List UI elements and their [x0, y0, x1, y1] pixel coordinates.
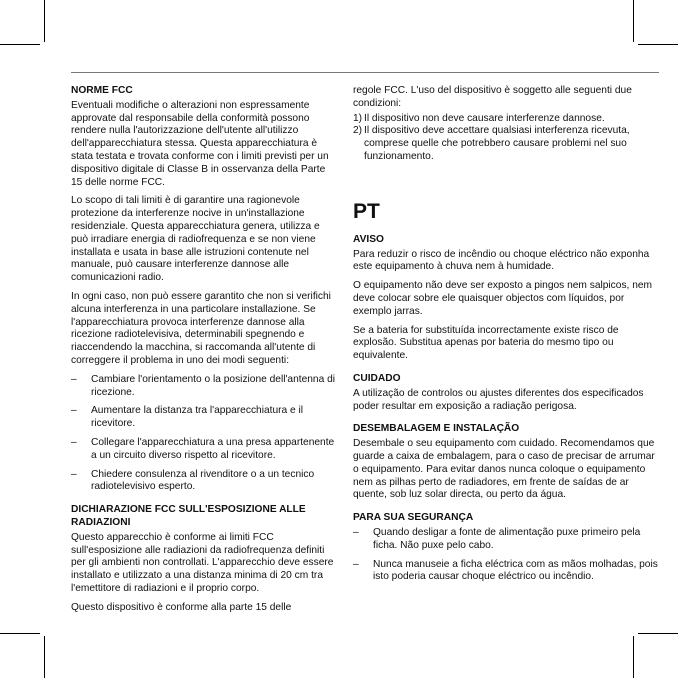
fcc-remedies-list [71, 374, 339, 494]
fcc-heading: NORME FCC [71, 85, 133, 96]
crop-mark [633, 636, 634, 678]
crop-mark [638, 44, 678, 45]
crop-mark [44, 636, 45, 678]
list-text: Il dispositivo non deve causare interferenze dannose. [364, 112, 605, 124]
desembalagem-paragraph: Desembale o seu equipamento com cuidado. Recomendamos que guarde a caixa de embalagem, para o caso de precisar de arrumar o equipamento. Para evitar danos nunca coloque o equipamento nem as pilhas perto de radiadores, em frente de saídas de ar quente, sob luz solar directa, ou perto da água. [353, 438, 655, 501]
cuidado-heading: CUIDADO [353, 372, 401, 384]
seguranca-list [353, 527, 660, 584]
crop-mark [0, 44, 40, 45]
crop-mark [633, 0, 634, 42]
desembalagem-heading: DESEMBALAGEM E INSTALAÇÃO [353, 423, 520, 435]
list-item: – Cambiare l'orientamento o la posizione dell'antenna di ricezione. [71, 374, 339, 400]
list-item [353, 113, 660, 126]
declaration-paragraph: Questo dispositivo è conforme alla parte 15 delle [71, 601, 292, 613]
seguranca-heading: PARA SUA SEGURANÇA [353, 512, 474, 524]
list-text: Il dispositivo deve accettare qualsiasi interferenza ricevuta, comprese quelle che potrebbero causare problemi nel suo funzionamento. [364, 125, 630, 162]
continued-paragraph: regole FCC. L'uso del dispositivo è soggetto alle seguenti due condizioni: [353, 85, 632, 109]
fcc-paragraph: Eventuali modifiche o alterazioni non espressamente approvate dal responsabile della conformità possono rendere nulla l'autorizzazione dell'utente all'utilizzo dell'apparecchiatura stessa. Questa apparecchiatura è stata testata e trovata conforme con i limiti previsti per un dispositivo digitale di Classe B in osservanza della Parte 15 delle norme FCC. [71, 99, 329, 188]
header-rule [71, 72, 659, 73]
right-column [353, 85, 660, 590]
list-item: – Aumentare la distanza tra l'apparecchiatura e il ricevitore. [71, 405, 339, 431]
fcc-paragraph: Lo scopo di tali limiti è di garantire una ragionevole protezione da interferenze nocive in un'installazione residenziale. Questa apparecchiatura genera, utilizza e può irradiare energia di radiofrequenza e se non viene installata e usata in base alle istruzioni contenute nel manuale, può causare interferenze dannose alle comunicazioni radio. [71, 195, 320, 284]
crop-mark [0, 633, 40, 634]
crop-mark [44, 0, 45, 42]
list-item: – Nunca manuseie a ficha eléctrica com as mãos molhadas, pois isto poderia causar choque eléctrico ou incêndio. [353, 559, 660, 585]
list-item: – Quando desligar a fonte de alimentação puxe primeiro pela ficha. Não puxe pelo cabo. [353, 527, 660, 553]
language-heading: PT [353, 199, 380, 223]
list-number: 1) [353, 112, 363, 124]
declaration-heading: DICHIARAZIONE FCC SULL'ESPOSIZIONE ALLE RADIAZIONI [71, 504, 306, 528]
aviso-paragraph: O equipamento não deve ser exposto a pingos nem salpicos, nem deve colocar sobre ele quaisquer objectos com líquidos, por exemplo jarras. [353, 280, 653, 317]
aviso-paragraph: Para reduzir o risco de incêndio ou choque eléctrico não exponha este equipamento à chuva nem à humidade. [353, 248, 650, 273]
declaration-paragraph: Questo apparecchio è conforme ai limiti FCC sull'esposizione alle radiazioni da radiofrequenza definiti per gli ambienti non controllati. L'apparecchio deve essere installato e utilizzato a una distanza minima di 20 cm tra l'emettitore di radiazioni e il proprio corpo. [71, 531, 334, 594]
aviso-heading: AVISO [353, 233, 384, 245]
list-item: – Chiedere consulenza al rivenditore o a un tecnico radiotelevisivo esperto. [71, 469, 339, 495]
conditions-list [353, 113, 660, 164]
left-column [71, 85, 339, 620]
crop-mark [638, 633, 678, 634]
fcc-paragraph: In ogni caso, non può essere garantito che non si verifichi alcuna interferenza in una particolare installazione. Se l'apparecchiatura provoca interferenze dannose alla ricezione radiotelevisiva, determinabili spegnendo e riaccendendo la macchina, si raccomanda all'utente di correggere il problema in uno dei modi seguenti: [71, 290, 331, 366]
cuidado-paragraph: A utilização de controlos ou ajustes diferentes dos especificados poder resultar em exposição a radiação perigosa. [353, 387, 644, 412]
list-number: 2) [353, 125, 363, 137]
list-item [353, 125, 660, 163]
list-item: – Collegare l'apparecchiatura a una presa appartenente a un circuito diverso rispetto al ricevitore. [71, 437, 339, 463]
aviso-paragraph: Se a bateria for substituída incorrectamente existe risco de explosão. Substitua apenas por bateria do mesmo tipo ou equivalente. [353, 324, 619, 362]
